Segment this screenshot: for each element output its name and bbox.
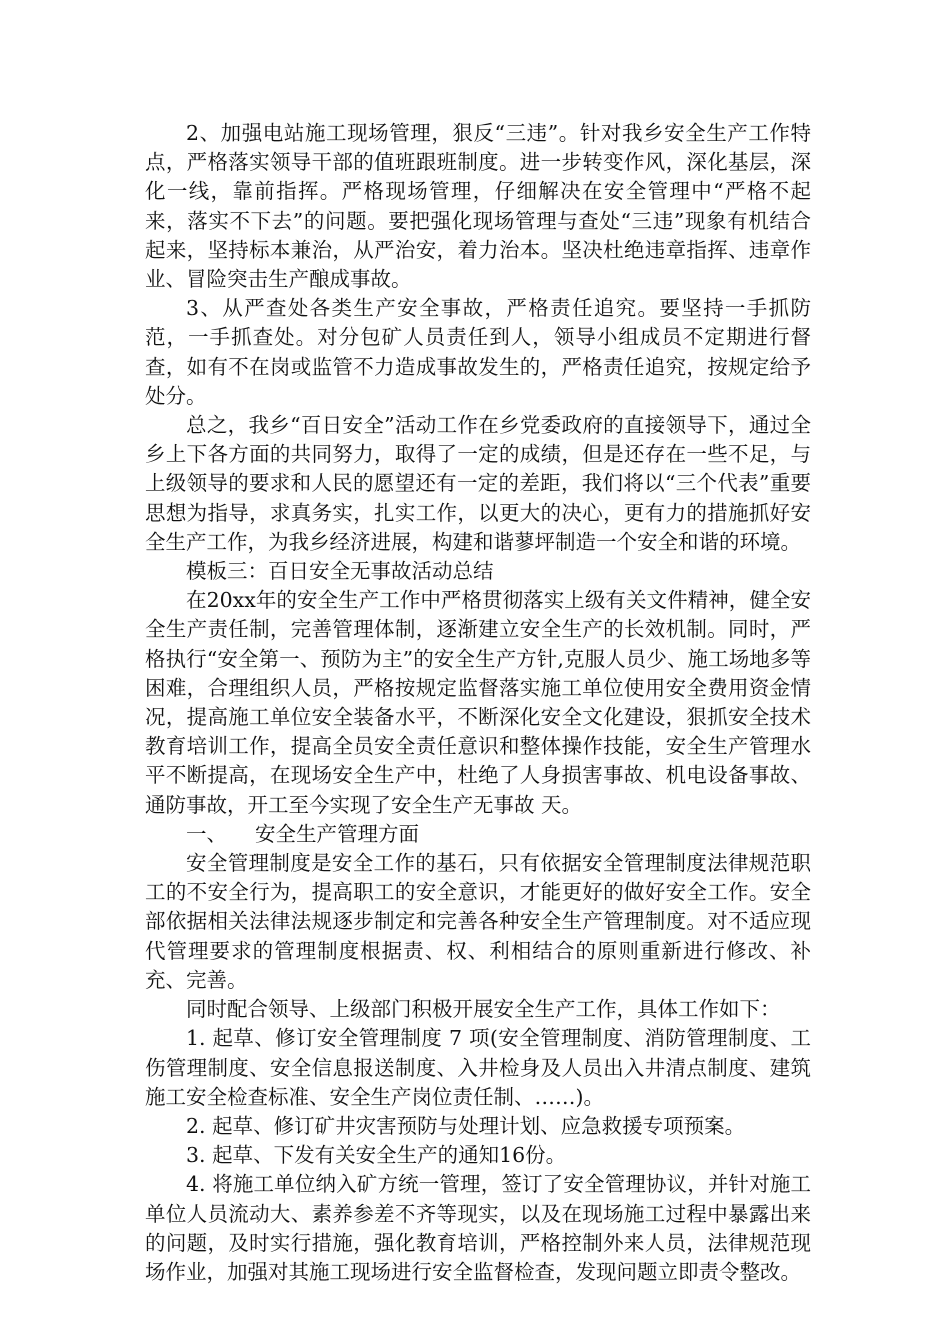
document-page	[145, 119, 811, 1287]
paragraph-item-3: 3、从严查处各类生产安全事故，严格责任追究。要坚持一手抓防范，一手抓查处。对分包矿人员责任到人，领导小组成员不定期进行督查，如有不在岗或监管不力造成事故发生的，严格责任追究，按规定给予处分。	[145, 296, 811, 408]
paragraph-conclusion: 总之，我乡“百日安全”活动工作在乡党委政府的直接领导下，通过全乡上下各方面的共同努力，取得了一定的成绩，但是还存在一些不足，与上级领导的要求和人民的愿望还有一定的差距，我们将以“三个代表”重要思想为指导，求真务实，扎实工作，以更大的决心，更有力的措施抓好安全生产工作，为我乡经济进展，构建和谐蓼坪制造一个安全和谐的环境。	[145, 413, 811, 554]
section-heading	[145, 820, 811, 849]
paragraph-work-intro: 同时配合领导、上级部门积极开展安全生产工作，具体工作如下：	[186, 997, 781, 1022]
paragraph-management-system: 安全管理制度是安全工作的基石，只有依据安全管理制度法律规范职工的不安全行为，提高职工的安全意识，才能更好的做好安全工作。安全部依据相关法律法规逐步制定和完善各种安全生产管理制度。对不适应现代管理要求的管理制度根据责、权、利相结合的原则重新进行修改、补充、完善。	[145, 851, 811, 992]
list-item-4: 4. 将施工单位纳入矿方统一管理，签订了安全管理协议，并针对施工单位人员流动大、素养参差不齐等现实，以及在现场施工过程中暴露出来的问题，及时实行措施，强化教育培训，严格控制外来人员，法律规范现场作业，加强对其施工现场进行安全监督检查，发现问题立即责令整改。	[145, 1172, 811, 1284]
list-item-2: 2. 起草、修订矿井灾害预防与处理计划、应急救援专项预案。	[186, 1113, 746, 1138]
list-item-1: 1. 起草、修订安全管理制度 7 项(安全管理制度、消防管理制度、工伤管理制度、安全信息报送制度、入井检身及人员出入井清点制度、建筑施工安全检查标准、安全生产岗位责任制、……)。	[145, 1026, 811, 1109]
list-item-3: 3. 起草、下发有关安全生产的通知16份。	[186, 1143, 567, 1168]
section-number: 一、	[186, 821, 227, 846]
section-title: 安全生产管理方面	[255, 821, 419, 846]
template-title: 模板三：百日安全无事故活动总结	[186, 559, 494, 584]
paragraph-item-2: 2、加强电站施工现场管理，狠反“三违”。针对我乡安全生产工作特点，严格落实领导干部的值班跟班制度。进一步转变作风，深化基层，深化一线，靠前指挥。严格现场管理，仔细解决在安全管理中“严格不起来，落实不下去”的问题。要把强化现场管理与查处“三违”现象有机结合起来，坚持标本兼治，从严治安，着力治本。坚决杜绝违章指挥、违章作业、冒险突击生产酿成事故。	[145, 121, 811, 292]
paragraph-intro: 在20xx年的安全生产工作中严格贯彻落实上级有关文件精神，健全安全生产责任制，完善管理体制，逐渐建立安全生产的长效机制。同时，严格执行“安全第一、预防为主”的安全生产方针,克服人员少、施工场地多等困难，合理组织人员，严格按规定监督落实施工单位使用安全费用资金情况，提高施工单位安全装备水平，不断深化安全文化建设，狠抓安全技术教育培训工作，提高全员安全责任意识和整体操作技能，安全生产管理水平不断提高，在现场安全生产中，杜绝了人身损害事故、机电设备事故、通防事故，开工至今实现了安全生产无事故 天。	[145, 588, 811, 817]
